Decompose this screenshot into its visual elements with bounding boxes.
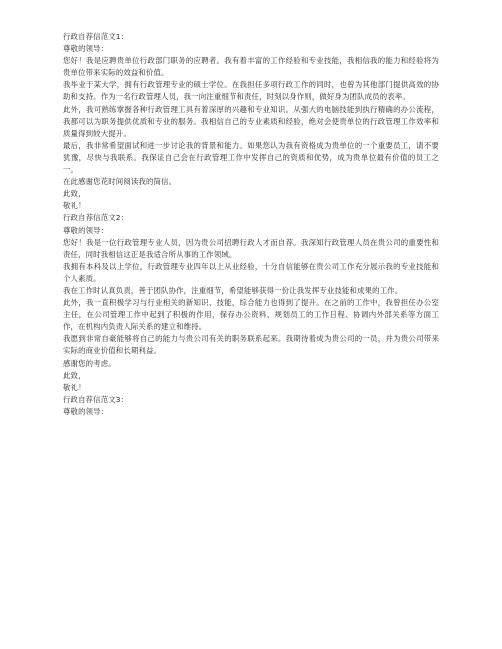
letter2-paragraph: 我愿到非常自豪能够将自己的能力与贵公司有关的职务联系起来。我期待着成为贵公司的一员，并为贵公司带来实际的商业价值和长期利益。 (63, 334, 439, 356)
letter3-title: 行政自荐信范文3： (63, 394, 129, 404)
letter1-paragraph: 最后，我非常希望面试和进一步讨论我的背景和能力。如果您认为我有资格成为贵单位的一个重要员工，请不要犹豫，尽快与我联系。我保证自己会在行政管理工作中发挥自己的资质和优势，成为贵单位最有价值的员工之一。 (63, 140, 439, 175)
letter2-closing: 此致， (63, 370, 86, 380)
letter2-paragraph: 我拥有本科及以上学位，行政管理专业四年以上从业经验，十分自信能够在贵公司工作充分展示我的专业技能和个人素质。 (63, 261, 439, 283)
letter1-signoff: 敬礼！ (63, 201, 86, 211)
letter2-paragraph: 您好！我是一位行政管理专业人员，因为贵公司招聘行政人才而自荐。我深知行政管理人员在贵公司的重要性和责任，同时我相信这正是我适合所从事的工作领域。 (63, 237, 439, 259)
letter2-paragraph: 此外，我一直积极学习与行业相关的新知识、技能，综合能力也得到了提升。在之前的工作中，我曾担任办公室主任，在公司管理工作中起到了积极的作用，保存办公资料、规划员工的工作日程、协调内外部关系等方面工作，在机构内负责人际关系的建立和维持。 (63, 298, 439, 332)
letter1-paragraph: 在此感谢您花时间阅读我的简信。 (63, 177, 177, 187)
letter2-paragraph: 我在工作时认真负责，善于团队协作，注重细节，希望能够获得一份让我发挥专业技能和成果的工作。 (63, 285, 403, 295)
letter1-paragraph: 我毕业于某大学，拥有行政管理专业的硕士学位。在我担任多项行政工作的同时，也曾为其他部门提供高效的协助和支持。作为一名行政管理人员，我一向注重细节和责任，时刻以身作则，做好身为团队成员的表率。 (63, 80, 439, 102)
letter2-signoff: 敬礼！ (63, 382, 86, 392)
letter1-closing: 此致， (63, 189, 86, 199)
letter2-paragraph: 感谢您的考虑。 (63, 358, 116, 368)
letter1-paragraph: 此外，我可熟练掌握各种行政管理工具有着深厚的兴趣和专业知识。从强大的电脑技能到执行精确的办公流程，我都可以为职务提供优质和专业的服务。我相信自己的专业素质和经验，绝对会使贵单位的行政管理工作效率和质量得到较大提升。 (63, 104, 439, 138)
letter2-title: 行政自荐信范文2： (63, 213, 129, 223)
letter2-greeting: 尊敬的领导： (63, 225, 109, 235)
letter1-title: 行政自荐信范文1： (63, 32, 129, 41)
document-body (63, 31, 439, 418)
letter1-paragraph: 您好！我是应聘贵单位行政部门职务的应聘者。我有着丰富的工作经验和专业技能，我相信我的能力和经验将为贵单位带来实际的效益和价值。 (63, 56, 439, 78)
letter3-greeting: 尊敬的领导： (63, 406, 109, 416)
letter1-greeting: 尊敬的领导： (63, 44, 109, 54)
